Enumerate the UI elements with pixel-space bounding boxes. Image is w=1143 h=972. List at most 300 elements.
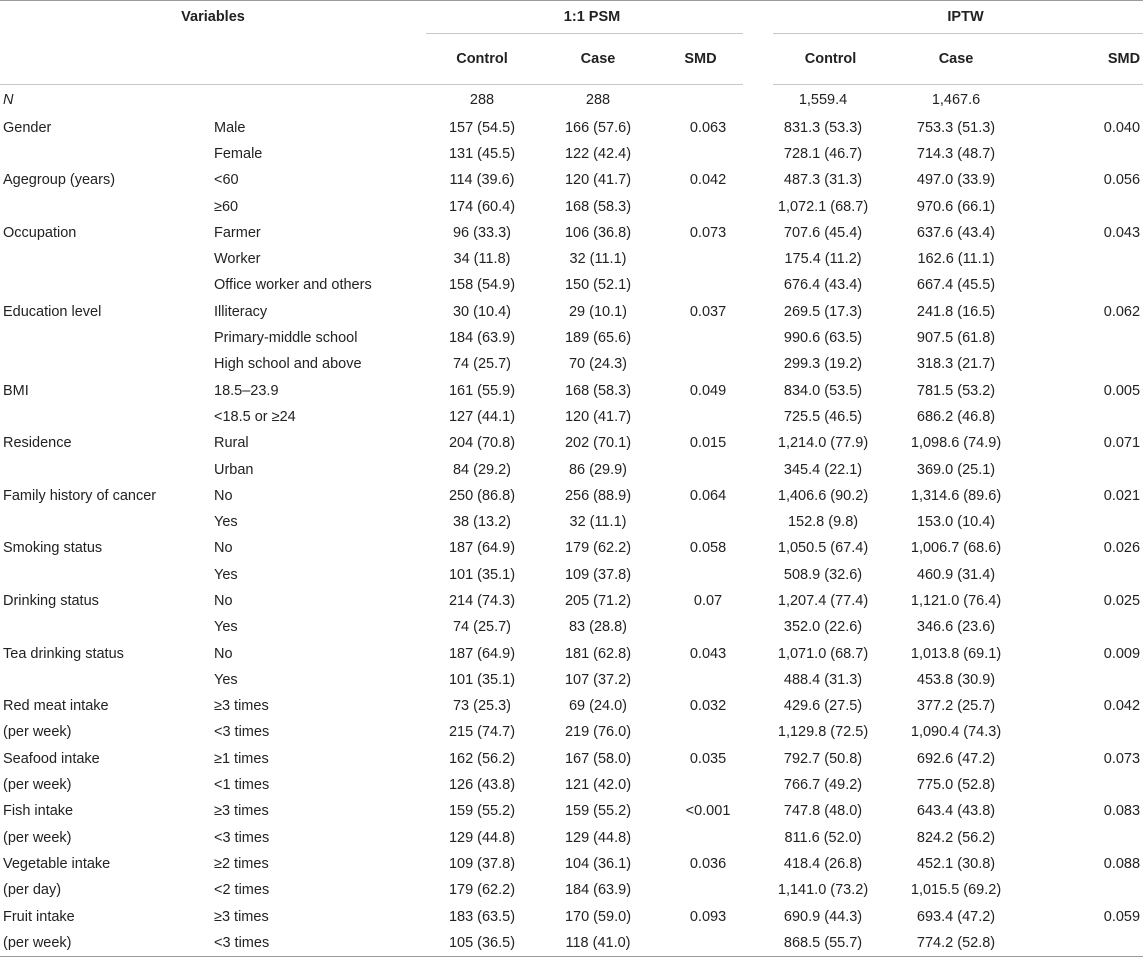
- cell-iptw-case: 153.0 (10.4): [916, 514, 996, 531]
- n-psm-control: 288: [426, 85, 538, 115]
- cell-psm-case: 29 (10.1): [568, 303, 628, 320]
- cell-iptw-control: 792.7 (50.8): [783, 750, 863, 767]
- cell-level: Farmer: [214, 224, 261, 241]
- cell-psm-case: 32 (11.1): [569, 251, 627, 268]
- cell-iptw-smd: [1024, 351, 1143, 377]
- cell-psm-control: 73 (25.3): [452, 698, 512, 715]
- cell-level: Illiteracy: [214, 303, 268, 320]
- cell-iptw-case: 497.0 (33.9): [916, 172, 996, 189]
- cell-iptw-case: 460.9 (31.4): [916, 566, 996, 583]
- cell-variable: Fruit intake: [3, 908, 75, 925]
- header-psm-case: Case: [538, 34, 658, 85]
- cell-iptw-case: 162.6 (11.1): [917, 251, 995, 268]
- cell-variable: Residence: [3, 435, 72, 452]
- cell-iptw-smd: [1024, 719, 1143, 745]
- cell-psm-control: 34 (11.8): [453, 251, 511, 268]
- cell-psm-smd: 0.037: [689, 303, 727, 320]
- cell-iptw-smd: 0.026: [1103, 540, 1141, 557]
- table-row: [0, 483, 1143, 509]
- cell-iptw-smd: [1024, 877, 1143, 903]
- table-row: [0, 640, 1143, 666]
- cell-variable: [0, 667, 212, 693]
- cell-psm-case: 118 (41.0): [538, 930, 658, 956]
- cell-psm-control: 250 (86.8): [448, 487, 516, 504]
- cell-level: 18.5–23.9: [214, 382, 279, 399]
- cell-iptw-smd: [1024, 456, 1143, 482]
- table-row: [0, 509, 1143, 535]
- cell-level: <1 times: [214, 777, 270, 794]
- cell-psm-case: 150 (52.1): [564, 277, 632, 294]
- table-row: [0, 535, 1143, 561]
- cell-variable: (per week): [3, 829, 72, 846]
- cell-psm-smd: [658, 719, 758, 745]
- cell-psm-control: 184 (63.9): [448, 330, 516, 347]
- table-row: [0, 325, 1143, 351]
- cell-iptw-smd: 0.088: [1103, 855, 1141, 872]
- cell-iptw-case: 1,013.8 (69.1): [910, 645, 1002, 662]
- header-variables: Variables: [0, 1, 426, 34]
- cell-level: Yes: [214, 566, 238, 583]
- cell-psm-control: 187 (64.9): [448, 645, 516, 662]
- n-psm-smd: [658, 85, 758, 115]
- cell-iptw-smd: 0.056: [1103, 172, 1141, 189]
- cell-level: Primary-middle school: [214, 330, 358, 347]
- cell-iptw-case: 452.1 (30.8): [916, 855, 996, 872]
- cell-iptw-smd: [1024, 404, 1143, 430]
- cell-iptw-case: 907.5 (61.8): [916, 330, 996, 347]
- n-iptw-smd: [1024, 85, 1143, 115]
- cell-iptw-smd: [1024, 193, 1143, 219]
- cell-iptw-case: 775.0 (52.8): [916, 777, 996, 794]
- cell-iptw-smd: [1024, 930, 1143, 956]
- cell-psm-smd: [658, 614, 758, 640]
- table-row: [0, 877, 1143, 903]
- cell-psm-case: 181 (62.8): [564, 645, 632, 662]
- n-row: [0, 85, 1143, 115]
- header-psm-smd: SMD: [658, 34, 758, 85]
- cell-psm-smd: 0.042: [689, 172, 727, 189]
- cell-psm-case: 122 (42.4): [564, 145, 632, 162]
- cell-variable: [0, 404, 212, 430]
- cell-psm-control: 74 (25.7): [452, 619, 512, 636]
- cell-level: No: [214, 540, 233, 557]
- cell-psm-case: 219 (76.0): [564, 724, 632, 741]
- cell-iptw-case: 318.3 (21.7): [916, 356, 996, 373]
- cell-iptw-control: 152.8 (9.8): [787, 514, 859, 531]
- cell-level: Female: [214, 145, 263, 162]
- cell-iptw-case: 692.6 (47.2): [916, 750, 996, 767]
- cell-variable: [0, 272, 212, 298]
- cell-level: ≥3 times: [214, 803, 269, 820]
- cell-psm-control: 129 (44.8): [448, 829, 516, 846]
- cell-iptw-case: 667.4 (45.5): [916, 277, 996, 294]
- cell-iptw-smd: [1024, 614, 1143, 640]
- cell-iptw-control: 488.4 (31.3): [783, 671, 863, 688]
- cell-iptw-smd: 0.059: [1103, 908, 1141, 925]
- cell-psm-control: 96 (33.3): [452, 224, 512, 241]
- cell-variable: [0, 456, 212, 482]
- cell-psm-control: 157 (54.5): [448, 119, 516, 136]
- cell-variable: Tea drinking status: [3, 645, 124, 662]
- cell-psm-smd: 0.043: [689, 645, 727, 662]
- cell-variable: (per week): [0, 930, 212, 956]
- cell-level: <3 times: [214, 829, 270, 846]
- cell-psm-smd: [658, 772, 758, 798]
- cell-psm-control: 162 (56.2): [448, 750, 516, 767]
- cell-variable: Vegetable intake: [3, 855, 111, 872]
- cell-iptw-control: 747.8 (48.0): [783, 803, 863, 820]
- cell-iptw-case: 714.3 (48.7): [916, 145, 996, 162]
- cell-iptw-control: 834.0 (53.5): [783, 382, 863, 399]
- cell-level: ≥60: [214, 198, 239, 215]
- cell-iptw-case: 1,098.6 (74.9): [910, 435, 1002, 452]
- cell-level: ≥2 times: [214, 855, 269, 872]
- n-level: [212, 85, 426, 115]
- cell-iptw-control: 1,050.5 (67.4): [777, 540, 869, 557]
- cell-psm-case: 86 (29.9): [568, 461, 628, 478]
- cell-level: ≥3 times: [214, 698, 269, 715]
- cell-iptw-control: 1,214.0 (77.9): [777, 435, 869, 452]
- cell-psm-case: 106 (36.8): [564, 224, 632, 241]
- cell-iptw-case: 346.6 (23.6): [916, 619, 996, 636]
- cell-iptw-smd: [1024, 667, 1143, 693]
- cell-psm-control: 183 (63.5): [448, 908, 516, 925]
- cell-level: Office worker and others: [214, 277, 372, 294]
- cell-iptw-case: 753.3 (51.3): [916, 119, 996, 136]
- cell-psm-smd: [658, 351, 758, 377]
- table-row: [0, 798, 1143, 824]
- cell-psm-case: 184 (63.9): [564, 882, 632, 899]
- table-row: [0, 903, 1143, 929]
- cell-psm-control: 30 (10.4): [452, 303, 512, 320]
- cell-level: Yes: [214, 671, 238, 688]
- cell-variable: (per week): [3, 724, 72, 741]
- table-row: [0, 299, 1143, 325]
- cell-iptw-case: 637.6 (43.4): [916, 224, 996, 241]
- table-row: [0, 220, 1143, 246]
- cell-iptw-control: 990.6 (63.5): [783, 330, 863, 347]
- table-row: [0, 167, 1143, 193]
- cell-iptw-control: 487.3 (31.3): [783, 172, 863, 189]
- cell-psm-case: 159 (55.2): [564, 803, 632, 820]
- cell-psm-case: 120 (41.7): [564, 408, 632, 425]
- cell-iptw-smd: [1024, 272, 1143, 298]
- table-row: [0, 772, 1143, 798]
- table-row: [0, 404, 1143, 430]
- cell-variable: [0, 246, 212, 272]
- cell-iptw-control: 831.3 (53.3): [783, 119, 863, 136]
- cell-psm-control: 214 (74.3): [448, 592, 516, 609]
- table-row: [0, 246, 1143, 272]
- cell-iptw-smd: [1024, 825, 1143, 851]
- header-row-groups: [0, 1, 1143, 34]
- cell-psm-control: 105 (36.5): [426, 930, 538, 956]
- cell-psm-smd: [658, 825, 758, 851]
- cell-iptw-smd: 0.009: [1103, 645, 1141, 662]
- cell-iptw-control: 1,129.8 (72.5): [777, 724, 869, 741]
- cell-iptw-control: 175.4 (11.2): [784, 251, 862, 268]
- table-row: [0, 562, 1143, 588]
- cell-psm-smd: [658, 325, 758, 351]
- cell-level: Yes: [214, 514, 238, 531]
- cell-level: Urban: [214, 461, 254, 478]
- cell-variable: Smoking status: [3, 540, 103, 557]
- cell-psm-smd: 0.073: [689, 224, 727, 241]
- cell-psm-smd: 0.063: [689, 119, 727, 136]
- cell-psm-case: 202 (70.1): [564, 435, 632, 452]
- table-row: [0, 851, 1143, 877]
- table-row: [0, 719, 1143, 745]
- cell-variable: [0, 325, 212, 351]
- cell-psm-case: 121 (42.0): [564, 777, 632, 794]
- cell-psm-smd: [658, 141, 758, 167]
- cell-iptw-smd: 0.083: [1103, 803, 1141, 820]
- cell-psm-case: 168 (58.3): [564, 198, 632, 215]
- cell-iptw-smd: 0.005: [1103, 382, 1141, 399]
- cell-variable: BMI: [3, 382, 29, 399]
- n-iptw-case: 1,467.6: [888, 85, 1024, 115]
- cell-psm-smd: [658, 456, 758, 482]
- header-iptw-smd: SMD: [1024, 34, 1143, 85]
- cell-psm-smd: 0.064: [689, 487, 727, 504]
- cell-level: <2 times: [214, 882, 270, 899]
- cell-psm-control: 158 (54.9): [448, 277, 516, 294]
- cell-iptw-case: 1,015.5 (69.2): [910, 882, 1002, 899]
- cell-iptw-smd: 0.073: [1103, 750, 1141, 767]
- cell-variable: Education level: [3, 303, 102, 320]
- cell-psm-smd: 0.049: [689, 382, 727, 399]
- cell-variable: Fish intake: [3, 803, 74, 820]
- cell-psm-smd: [658, 562, 758, 588]
- cell-psm-control: 131 (45.5): [448, 145, 516, 162]
- cell-iptw-smd: 0.042: [1103, 698, 1141, 715]
- cell-psm-control: 101 (35.1): [448, 671, 516, 688]
- cell-iptw-control: 429.6 (27.5): [783, 698, 863, 715]
- cell-iptw-case: 1,121.0 (76.4): [910, 592, 1002, 609]
- cell-psm-control: 159 (55.2): [448, 803, 516, 820]
- cell-iptw-smd: 0.043: [1103, 224, 1141, 241]
- cell-iptw-control: 1,072.1 (68.7): [777, 198, 869, 215]
- cell-psm-control: 126 (43.8): [448, 777, 516, 794]
- cell-psm-smd: [658, 193, 758, 219]
- cell-psm-case: 70 (24.3): [568, 356, 628, 373]
- table-row: [0, 825, 1143, 851]
- cell-iptw-case: 970.6 (66.1): [916, 198, 996, 215]
- cell-variable: Red meat intake: [3, 698, 109, 715]
- cell-iptw-control: 676.4 (43.4): [783, 277, 863, 294]
- cell-psm-case: 109 (37.8): [564, 566, 632, 583]
- cell-psm-smd: 0.058: [689, 540, 727, 557]
- cell-psm-control: 84 (29.2): [452, 461, 512, 478]
- cell-level: ≥3 times: [214, 908, 269, 925]
- table-row: [0, 272, 1143, 298]
- table-row: [0, 746, 1143, 772]
- table-row: [0, 667, 1143, 693]
- cell-psm-case: 167 (58.0): [564, 750, 632, 767]
- cell-psm-smd: 0.032: [689, 698, 727, 715]
- cell-iptw-control: 766.7 (49.2): [783, 777, 863, 794]
- cell-level: <18.5 or ≥24: [214, 408, 296, 425]
- n-iptw-control: 1,559.4: [758, 85, 888, 115]
- cell-psm-smd: [658, 667, 758, 693]
- cell-iptw-case: 686.2 (46.8): [916, 408, 996, 425]
- cell-variable: [0, 141, 212, 167]
- cell-iptw-case: 824.2 (56.2): [916, 829, 996, 846]
- cell-psm-case: 120 (41.7): [564, 172, 632, 189]
- header-group-iptw: IPTW: [758, 1, 1143, 34]
- cell-psm-case: 205 (71.2): [564, 592, 632, 609]
- cell-iptw-control: 1,071.0 (68.7): [777, 645, 869, 662]
- cell-iptw-smd: 0.062: [1103, 303, 1141, 320]
- cell-psm-smd: 0.015: [689, 435, 727, 452]
- cell-iptw-smd: 0.025: [1103, 592, 1141, 609]
- cell-iptw-smd: 0.021: [1103, 487, 1141, 504]
- cell-psm-control: 127 (44.1): [448, 408, 516, 425]
- cell-psm-case: 107 (37.2): [564, 671, 632, 688]
- cell-psm-control: 109 (37.8): [448, 855, 516, 872]
- cell-psm-control: 204 (70.8): [448, 435, 516, 452]
- cell-iptw-smd: [1024, 509, 1143, 535]
- cell-variable: Drinking status: [3, 592, 99, 609]
- cell-iptw-smd: [1024, 772, 1143, 798]
- cell-iptw-control: 418.4 (26.8): [783, 855, 863, 872]
- cell-iptw-control: 707.6 (45.4): [783, 224, 863, 241]
- cell-psm-case: 32 (11.1): [569, 514, 627, 531]
- table-row: [0, 456, 1143, 482]
- cell-level: No: [214, 645, 233, 662]
- cell-iptw-case: 1,006.7 (68.6): [910, 540, 1002, 557]
- cell-iptw-case: 241.8 (16.5): [916, 303, 996, 320]
- table-row: [0, 377, 1143, 403]
- cell-iptw-control: 725.5 (46.5): [783, 408, 863, 425]
- cell-level: ≥1 times: [214, 750, 269, 767]
- cell-psm-smd: [658, 246, 758, 272]
- cell-iptw-case: 453.8 (30.9): [916, 671, 996, 688]
- cell-psm-case: 256 (88.9): [564, 487, 632, 504]
- cell-iptw-smd: 0.071: [1103, 435, 1141, 452]
- cell-psm-case: 168 (58.3): [564, 382, 632, 399]
- cell-level: <3 times: [214, 724, 270, 741]
- header-group-psm: 1:1 PSM: [426, 1, 758, 34]
- cell-variable: [0, 509, 212, 535]
- cell-variable: [0, 351, 212, 377]
- cell-iptw-case: 693.4 (47.2): [916, 908, 996, 925]
- cell-variable: [0, 614, 212, 640]
- cell-iptw-control: 1,141.0 (73.2): [777, 882, 869, 899]
- table-row: [0, 430, 1143, 456]
- cell-psm-case: 189 (65.6): [564, 330, 632, 347]
- cell-iptw-smd: [1024, 141, 1143, 167]
- cell-iptw-case: 369.0 (25.1): [916, 461, 996, 478]
- cell-variable: (per day): [3, 882, 62, 899]
- cell-psm-control: 74 (25.7): [452, 356, 512, 373]
- cell-psm-case: 170 (59.0): [564, 908, 632, 925]
- cell-psm-smd: <0.001: [685, 803, 731, 820]
- cell-level: No: [214, 487, 233, 504]
- cell-psm-smd: [658, 404, 758, 430]
- cell-psm-control: 179 (62.2): [448, 882, 516, 899]
- cell-level: No: [214, 592, 233, 609]
- cell-psm-smd: [658, 877, 758, 903]
- cell-variable: Agegroup (years): [3, 172, 116, 189]
- cell-iptw-smd: [1024, 246, 1143, 272]
- cell-psm-smd: 0.093: [689, 908, 727, 925]
- header-iptw-control: Control: [758, 34, 888, 85]
- cell-iptw-smd: [1024, 562, 1143, 588]
- cell-psm-control: 114 (39.6): [449, 172, 515, 189]
- cell-psm-control: 215 (74.7): [448, 724, 516, 741]
- cell-psm-smd: 0.07: [693, 592, 723, 609]
- cell-psm-smd: [658, 509, 758, 535]
- cell-variable: Family history of cancer: [3, 487, 157, 504]
- cell-level: High school and above: [214, 356, 362, 373]
- header-blank: [212, 34, 426, 85]
- cell-iptw-case: 643.4 (43.8): [916, 803, 996, 820]
- cell-iptw-case: 781.5 (53.2): [916, 382, 996, 399]
- cell-level: Worker: [214, 251, 261, 268]
- cell-psm-control: 101 (35.1): [448, 566, 516, 583]
- cell-psm-smd: [658, 272, 758, 298]
- n-psm-case: 288: [538, 85, 658, 115]
- cell-psm-case: 104 (36.1): [564, 855, 632, 872]
- cell-psm-control: 187 (64.9): [448, 540, 516, 557]
- cell-psm-smd: 0.035: [689, 750, 727, 767]
- cell-variable: Seafood intake: [3, 750, 100, 767]
- n-label: N: [0, 85, 212, 115]
- cell-psm-smd: 0.036: [689, 855, 727, 872]
- cell-iptw-control: 728.1 (46.7): [783, 145, 863, 162]
- cell-iptw-case: 1,314.6 (89.6): [910, 487, 1002, 504]
- table-row: [0, 614, 1143, 640]
- cell-level: <60: [214, 172, 239, 189]
- cell-iptw-control: 811.6 (52.0): [784, 829, 862, 846]
- cell-level: Rural: [214, 435, 249, 452]
- table-row: [0, 141, 1143, 167]
- cell-psm-case: 83 (28.8): [568, 619, 628, 636]
- cell-variable: [0, 562, 212, 588]
- cell-variable: Gender: [3, 119, 52, 136]
- table-row: [0, 930, 1143, 956]
- header-iptw-case: Case: [888, 34, 1024, 85]
- cell-iptw-control: 299.3 (19.2): [783, 356, 863, 373]
- cell-variable: [0, 193, 212, 219]
- cell-psm-control: 38 (13.2): [452, 514, 512, 531]
- cell-iptw-control: 1,406.6 (90.2): [777, 487, 869, 504]
- table-row: [0, 115, 1143, 141]
- cell-iptw-control: 1,207.4 (77.4): [777, 592, 869, 609]
- header-blank: [0, 34, 212, 85]
- cell-iptw-control: 345.4 (22.1): [783, 461, 863, 478]
- cell-psm-case: 69 (24.0): [568, 698, 628, 715]
- cell-psm-case: 129 (44.8): [564, 829, 632, 846]
- table-row: [0, 588, 1143, 614]
- table-row: [0, 693, 1143, 719]
- cell-iptw-control: 508.9 (32.6): [783, 566, 863, 583]
- cell-psm-smd: [658, 930, 758, 956]
- header-row-columns: [0, 34, 1143, 85]
- cell-level: Male: [214, 119, 246, 136]
- table-row: [0, 193, 1143, 219]
- cell-psm-control: 174 (60.4): [448, 198, 516, 215]
- cell-iptw-smd: [1024, 325, 1143, 351]
- cell-iptw-case: 377.2 (25.7): [916, 698, 996, 715]
- cell-iptw-smd: 0.040: [1103, 119, 1141, 136]
- cell-level: <3 times: [212, 930, 426, 956]
- cell-iptw-control: 269.5 (17.3): [783, 303, 863, 320]
- cell-level: Yes: [214, 619, 238, 636]
- cell-iptw-case: 1,090.4 (74.3): [910, 724, 1002, 741]
- cell-iptw-case: 774.2 (52.8): [888, 930, 1024, 956]
